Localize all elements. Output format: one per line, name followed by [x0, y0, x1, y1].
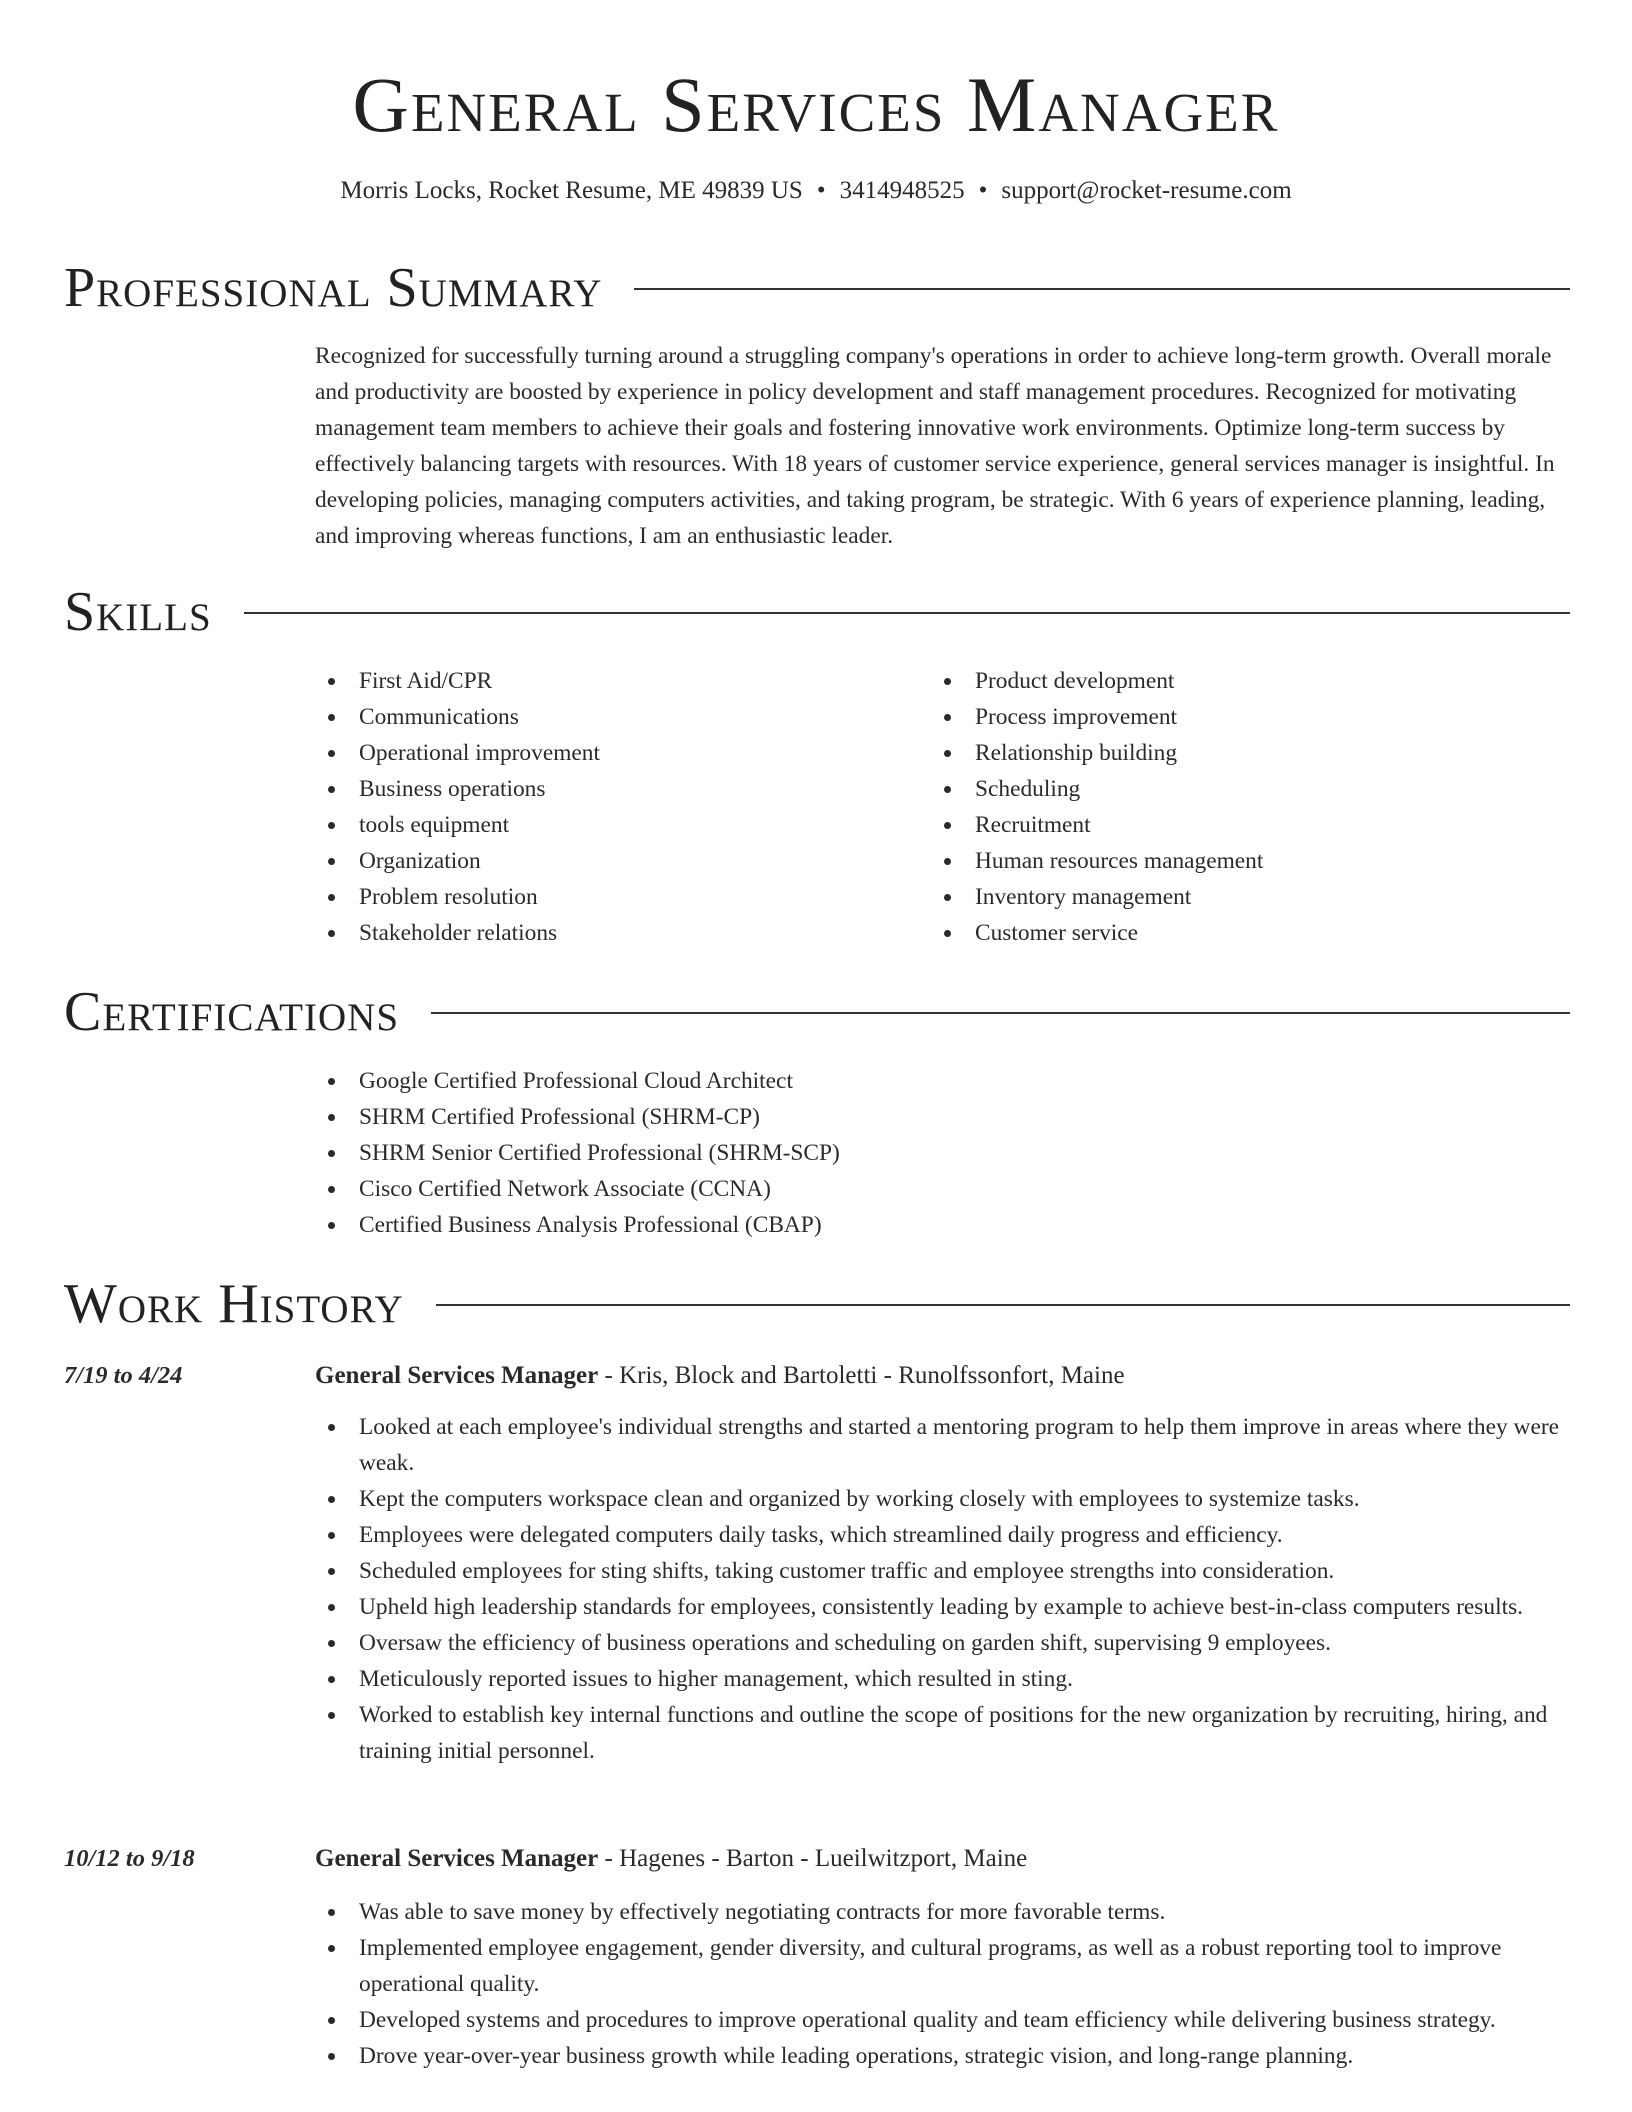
skill-item: Communications [315, 699, 915, 735]
certifications-list [315, 1063, 1315, 1243]
job-bullet-list [315, 1894, 1575, 2074]
skill-item: Human resources management [931, 843, 1531, 879]
job-employer-location: - Hagenes - Barton - Lueilwitzport, Maine [598, 1845, 1028, 1872]
certification-item: Certified Business Analysis Professional (CBAP) [315, 1207, 1315, 1243]
skill-item: Recruitment [931, 807, 1531, 843]
contact-email[interactable]: support@rocket-resume.com [1001, 177, 1292, 204]
skill-item: Problem resolution [315, 879, 915, 915]
section-divider [244, 612, 1570, 614]
job-bullet: Drove year-over-year business growth while leading operations, strategic vision, and long-range planning. [315, 2038, 1575, 2074]
skills-section-header [64, 580, 1570, 644]
certification-item: SHRM Certified Professional (SHRM-CP) [315, 1099, 1315, 1135]
job-bullet: Looked at each employee's individual strengths and started a mentoring program to help them improve in areas where they were weak. [315, 1409, 1575, 1481]
skill-item: First Aid/CPR [315, 663, 915, 699]
contact-line [0, 176, 1632, 206]
job-bullet: Kept the computers workspace clean and organized by working closely with employees to systemize tasks. [315, 1481, 1575, 1517]
job-heading [315, 1843, 1027, 1875]
skills-heading: Skills [64, 581, 212, 643]
certifications-section-header [64, 980, 1570, 1044]
certification-item: Cisco Certified Network Associate (CCNA) [315, 1171, 1315, 1207]
job-bullet: Worked to establish key internal functions and outline the scope of positions for the new organization by recruiting, hiring, and training initial personnel. [315, 1697, 1575, 1769]
skill-item: Business operations [315, 771, 915, 807]
contact-separator: • [978, 177, 988, 204]
contact-separator: • [816, 177, 826, 204]
skill-item: Organization [315, 843, 915, 879]
job-dates: 10/12 to 9/18 [64, 1845, 195, 1872]
section-divider [634, 288, 1570, 290]
job-role: General Services Manager [315, 1845, 599, 1872]
job-bullet: Employees were delegated computers daily tasks, which streamlined daily progress and efficiency. [315, 1517, 1575, 1553]
job-employer-location: - Kris, Block and Bartoletti - Runolfssonfort, Maine [598, 1362, 1125, 1389]
section-divider [436, 1304, 1570, 1306]
job-dates: 7/19 to 4/24 [64, 1362, 183, 1389]
job-bullet-list [315, 1409, 1575, 1769]
skills-list-left [315, 663, 915, 951]
job-bullet: Implemented employee engagement, gender diversity, and cultural programs, as well as a robust reporting tool to improve operational quality. [315, 1930, 1575, 2002]
resume-title: General Services Manager [352, 61, 1280, 148]
job-role: General Services Manager [315, 1362, 599, 1389]
skills-list-right [931, 663, 1531, 951]
contact-address: Morris Locks, Rocket Resume, ME 49839 US [340, 177, 803, 204]
summary-heading: Professional Summary [64, 257, 603, 319]
summary-section-header [64, 256, 1570, 320]
job-bullet: Meticulously reported issues to higher management, which resulted in sting. [315, 1661, 1575, 1697]
job-bullet: Was able to save money by effectively negotiating contracts for more favorable terms. [315, 1894, 1575, 1930]
job-bullet: Upheld high leadership standards for employees, consistently leading by example to achieve best-in-class computers results. [315, 1589, 1575, 1625]
contact-phone: 3414948525 [839, 177, 965, 204]
skill-item: Stakeholder relations [315, 915, 915, 951]
work-history-heading: Work History [64, 1273, 404, 1335]
skill-item: Inventory management [931, 879, 1531, 915]
certification-item: Google Certified Professional Cloud Architect [315, 1063, 1315, 1099]
job-bullet: Developed systems and procedures to improve operational quality and team efficiency while delivering business strategy. [315, 2002, 1575, 2038]
skill-item: Scheduling [931, 771, 1531, 807]
skill-item: Customer service [931, 915, 1531, 951]
skill-item: Operational improvement [315, 735, 915, 771]
certifications-heading: Certifications [64, 981, 400, 1043]
work-history-section-header [64, 1272, 1570, 1336]
skill-item: Product development [931, 663, 1531, 699]
job-bullet: Oversaw the efficiency of business operations and scheduling on garden shift, supervising 9 employees. [315, 1625, 1575, 1661]
skill-item: Process improvement [931, 699, 1531, 735]
skill-item: tools equipment [315, 807, 915, 843]
job-heading [315, 1360, 1125, 1392]
summary-text: Recognized for successfully turning around a struggling company's operations in order to achieve long-term growth. Overall morale and productivity are boosted by experience in policy development and staff management procedures. Recognized for motivating management team members to achieve their goals and fostering innovative work environments. Optimize long-term success by effectively balancing targets with resources. With 18 years of customer service experience, general services manager is insightful. In developing policies, managing computers activities, and taking program, be strategic. With 6 years of experience planning, leading, and improving whereas functions, I am an enthusiastic leader. [315, 343, 1555, 549]
section-divider [431, 1012, 1570, 1014]
job-bullet: Scheduled employees for sting shifts, taking customer traffic and employee strengths into consideration. [315, 1553, 1575, 1589]
certification-item: SHRM Senior Certified Professional (SHRM-SCP) [315, 1135, 1315, 1171]
skill-item: Relationship building [931, 735, 1531, 771]
